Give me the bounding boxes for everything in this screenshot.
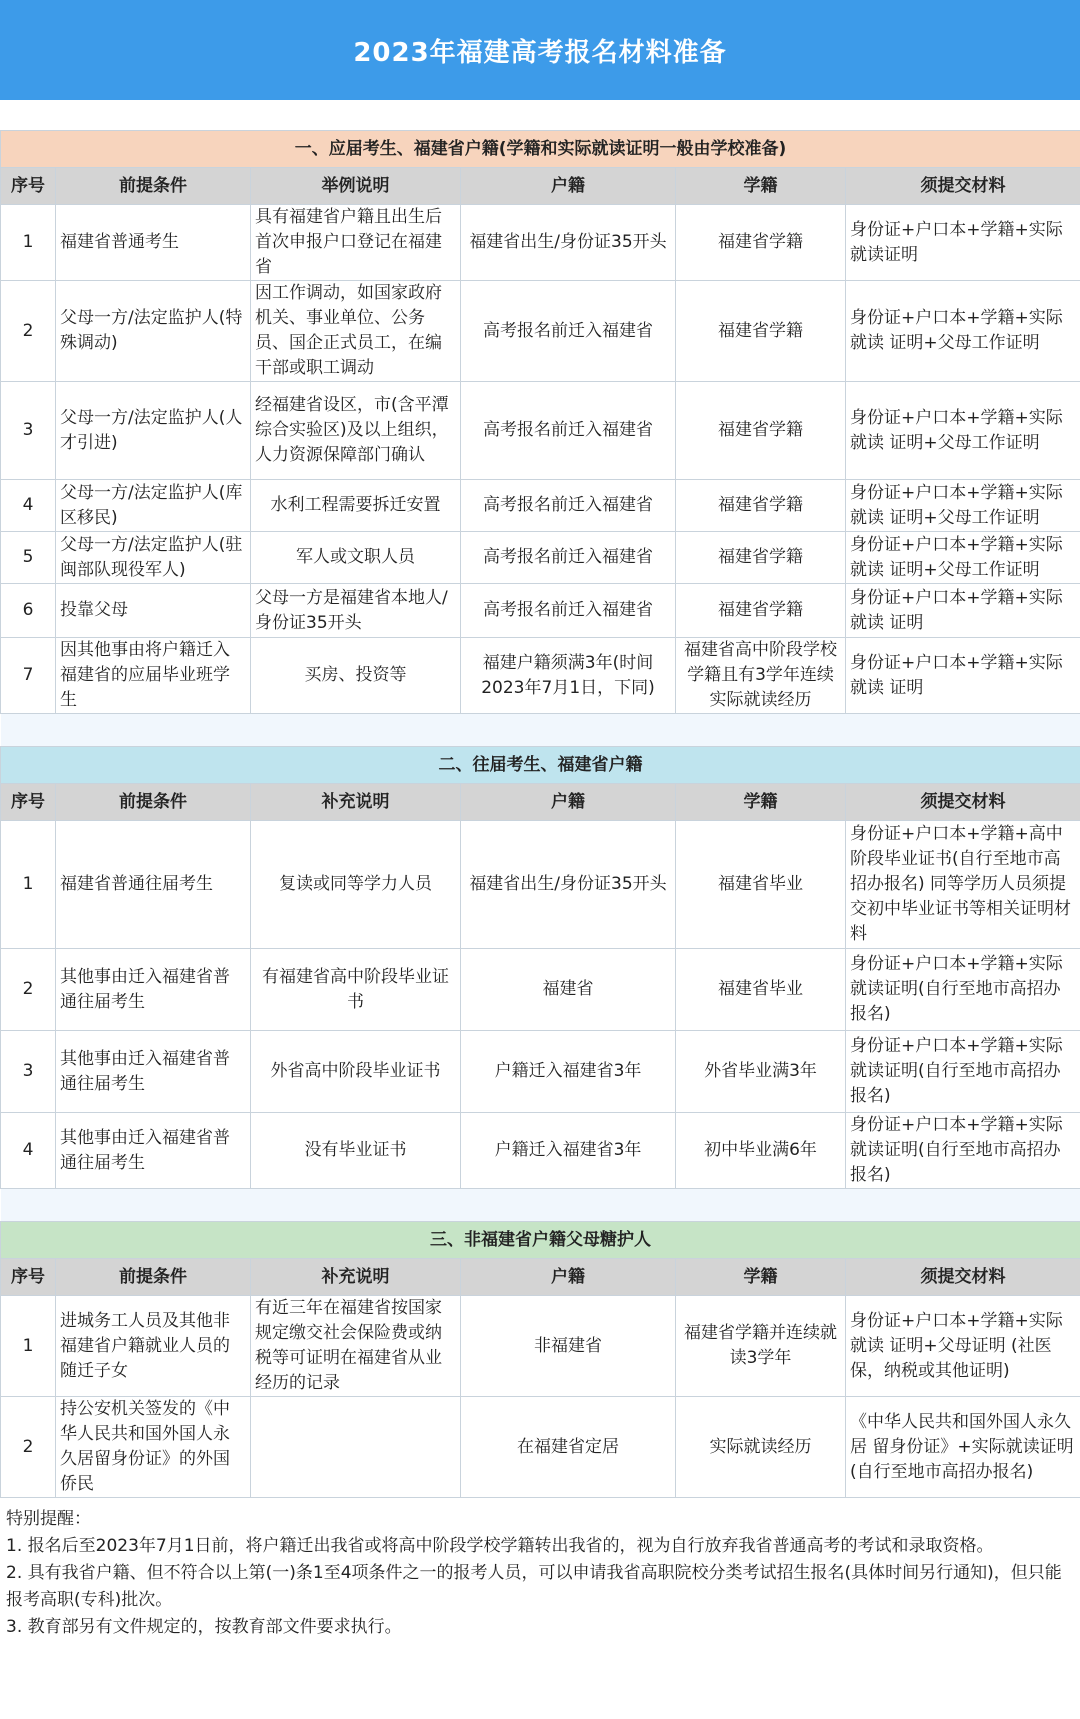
row-household: 福建户籍须满3年(时间2023年7月1日，下同) — [461, 638, 676, 714]
section-title: 一、应届考生、福建省户籍(学籍和实际就读证明一般由学校准备) — [1, 131, 1080, 168]
table-row — [1, 1397, 1080, 1498]
table-row — [1, 638, 1080, 714]
section-title-row — [1, 747, 1080, 784]
row-school-status: 福建省学籍 — [676, 281, 846, 382]
row-note: 有近三年在福建省按国家规定缴交社会保险费或纳税等可证明在福建省从业经历的记录 — [251, 1296, 461, 1397]
materials-table-body — [1, 131, 1080, 1498]
row-household: 非福建省 — [461, 1296, 676, 1397]
row-materials: 身份证+户口本+学籍+高中阶段毕业证书(自行至地市高招办报名) 同等学历人员须提交初中毕业证书等相关证明材料 — [846, 821, 1080, 949]
row-note: 因工作调动，如国家政府机关、事业单位、公务员、国企正式员工，在编干部或职工调动 — [251, 281, 461, 382]
table-row — [1, 480, 1080, 532]
column-header-row — [1, 1259, 1080, 1296]
section-title-row — [1, 131, 1080, 168]
column-header: 户籍 — [461, 784, 676, 821]
row-note: 复读或同等学力人员 — [251, 821, 461, 949]
note-item: 3. 教育部另有文件规定的，按教育部文件要求执行。 — [6, 1617, 402, 1637]
row-condition: 其他事由迁入福建省普通往届考生 — [56, 1113, 251, 1189]
column-header-row — [1, 784, 1080, 821]
row-materials: 身份证+户口本+学籍+实际就读 证明+父母工作证明 — [846, 532, 1080, 584]
table-row — [1, 205, 1080, 281]
row-note: 父母一方是福建省本地人/身份证35开头 — [251, 584, 461, 638]
row-household: 高考报名前迁入福建省 — [461, 584, 676, 638]
row-household: 户籍迁入福建省3年 — [461, 1031, 676, 1113]
row-note: 有福建省高中阶段毕业证书 — [251, 949, 461, 1031]
column-header: 学籍 — [676, 168, 846, 205]
row-household: 高考报名前迁入福建省 — [461, 281, 676, 382]
section-spacer — [1, 1189, 1080, 1222]
table-row — [1, 821, 1080, 949]
row-school-status: 福建省学籍 — [676, 205, 846, 281]
page-title: 2023年福建高考报名材料准备 — [353, 37, 727, 68]
row-index: 1 — [1, 821, 56, 949]
row-household: 福建省出生/身份证35开头 — [461, 821, 676, 949]
row-materials: 身份证+户口本+学籍+实际就读 证明+父母工作证明 — [846, 382, 1080, 480]
column-header: 学籍 — [676, 1259, 846, 1296]
row-condition: 持公安机关签发的《中华人民共和国外国人永久居留身份证》的外国侨民 — [56, 1397, 251, 1498]
row-school-status: 外省毕业满3年 — [676, 1031, 846, 1113]
table-row — [1, 281, 1080, 382]
column-header: 户籍 — [461, 168, 676, 205]
row-school-status: 初中毕业满6年 — [676, 1113, 846, 1189]
column-header: 前提条件 — [56, 1259, 251, 1296]
row-materials: 身份证+户口本+学籍+实际就读 证明+父母工作证明 — [846, 281, 1080, 382]
row-household: 户籍迁入福建省3年 — [461, 1113, 676, 1189]
row-note: 水利工程需要拆迁安置 — [251, 480, 461, 532]
column-header-row — [1, 168, 1080, 205]
section-title: 三、非福建省户籍父母糖护人 — [1, 1222, 1080, 1259]
row-materials: 《中华人民共和国外国人永久居 留身份证》+实际就读证明(自行至地市高招办报名) — [846, 1397, 1080, 1498]
row-school-status: 福建省毕业 — [676, 821, 846, 949]
row-materials: 身份证+户口本+学籍+实际就读 证明+父母工作证明 — [846, 480, 1080, 532]
row-index: 4 — [1, 1113, 56, 1189]
column-header: 须提交材料 — [846, 784, 1080, 821]
section-spacer-cell — [1, 714, 1080, 747]
row-index: 3 — [1, 1031, 56, 1113]
row-materials: 身份证+户口本+学籍+实际就读证明(自行至地市高招办报名) — [846, 1031, 1080, 1113]
row-note: 经福建省设区，市(含平潭综合实验区)及以上组织，人力资源保障部门确认 — [251, 382, 461, 480]
row-note: 没有毕业证书 — [251, 1113, 461, 1189]
column-header: 学籍 — [676, 784, 846, 821]
section-title-row — [1, 1222, 1080, 1259]
row-index: 6 — [1, 584, 56, 638]
note-item: 2. 具有我省户籍、但不符合以上第(一)条1至4项条件之一的报考人员，可以申请我省高职院校分类考试招生报名(具体时间另行通知)，但只能报考高职(专科)批次。 — [6, 1563, 1062, 1610]
column-header: 户籍 — [461, 1259, 676, 1296]
column-header: 前提条件 — [56, 784, 251, 821]
row-condition: 因其他事由将户籍迁入福建省的应届毕业班学生 — [56, 638, 251, 714]
row-condition: 其他事由迁入福建省普通往届考生 — [56, 1031, 251, 1113]
row-condition: 父母一方/法定监护人(特殊调动) — [56, 281, 251, 382]
row-condition: 父母一方/法定监护人(驻闽部队现役军人) — [56, 532, 251, 584]
column-header: 须提交材料 — [846, 1259, 1080, 1296]
table-row — [1, 949, 1080, 1031]
row-school-status: 福建省学籍并连续就读3学年 — [676, 1296, 846, 1397]
row-index: 4 — [1, 480, 56, 532]
row-note: 具有福建省户籍且出生后首次申报户口登记在福建省 — [251, 205, 461, 281]
table-row — [1, 584, 1080, 638]
row-condition: 其他事由迁入福建省普通往届考生 — [56, 949, 251, 1031]
column-header: 序号 — [1, 1259, 56, 1296]
row-condition: 福建省普通考生 — [56, 205, 251, 281]
column-header: 举例说明 — [251, 168, 461, 205]
section-spacer-cell — [1, 1189, 1080, 1222]
column-header: 补充说明 — [251, 1259, 461, 1296]
row-household: 高考报名前迁入福建省 — [461, 532, 676, 584]
row-materials: 身份证+户口本+学籍+实际就读证明(自行至地市高招办报名) — [846, 1113, 1080, 1189]
column-header: 序号 — [1, 168, 56, 205]
row-index: 3 — [1, 382, 56, 480]
row-household: 在福建省定居 — [461, 1397, 676, 1498]
row-school-status: 福建省学籍 — [676, 480, 846, 532]
row-materials: 身份证+户口本+学籍+实际就读证明(自行至地市高招办报名) — [846, 949, 1080, 1031]
page-header — [0, 0, 1080, 100]
row-condition: 父母一方/法定监护人(人才引进) — [56, 382, 251, 480]
materials-table — [0, 130, 1080, 1498]
table-row — [1, 532, 1080, 584]
row-condition: 投靠父母 — [56, 584, 251, 638]
row-household: 福建省出生/身份证35开头 — [461, 205, 676, 281]
row-materials: 身份证+户口本+学籍+实际就读 证明+父母证明 (社医保，纳税或其他证明) — [846, 1296, 1080, 1397]
table-row — [1, 382, 1080, 480]
row-materials: 身份证+户口本+学籍+实际就读证明 — [846, 205, 1080, 281]
notes-title: 特别提醒： — [6, 1509, 91, 1529]
table-row — [1, 1031, 1080, 1113]
row-index: 5 — [1, 532, 56, 584]
row-materials: 身份证+户口本+学籍+实际就读 证明 — [846, 638, 1080, 714]
column-header: 须提交材料 — [846, 168, 1080, 205]
notes-section — [0, 1498, 1080, 1641]
column-header: 序号 — [1, 784, 56, 821]
table-row — [1, 1296, 1080, 1397]
row-index: 1 — [1, 205, 56, 281]
row-condition: 父母一方/法定监护人(库区移民) — [56, 480, 251, 532]
row-note: 买房、投资等 — [251, 638, 461, 714]
row-household: 高考报名前迁入福建省 — [461, 382, 676, 480]
row-condition: 进城务工人员及其他非福建省户籍就业人员的随迁子女 — [56, 1296, 251, 1397]
column-header: 补充说明 — [251, 784, 461, 821]
row-materials: 身份证+户口本+学籍+实际就读 证明 — [846, 584, 1080, 638]
row-index: 7 — [1, 638, 56, 714]
row-school-status: 福建省高中阶段学校学籍且有3学年连续实际就读经历 — [676, 638, 846, 714]
table-row — [1, 1113, 1080, 1189]
section-title: 二、往届考生、福建省户籍 — [1, 747, 1080, 784]
row-note: 军人或文职人员 — [251, 532, 461, 584]
row-note — [251, 1397, 461, 1498]
row-household: 福建省 — [461, 949, 676, 1031]
row-school-status: 福建省学籍 — [676, 584, 846, 638]
row-index: 2 — [1, 281, 56, 382]
row-school-status: 实际就读经历 — [676, 1397, 846, 1498]
row-school-status: 福建省学籍 — [676, 532, 846, 584]
note-item: 1. 报名后至2023年7月1日前，将户籍迁出我省或将高中阶段学校学籍转出我省的，视为自行放弃我省普通高考的考试和录取资格。 — [6, 1536, 994, 1556]
row-index: 1 — [1, 1296, 56, 1397]
row-note: 外省高中阶段毕业证书 — [251, 1031, 461, 1113]
section-spacer — [1, 714, 1080, 747]
column-header: 前提条件 — [56, 168, 251, 205]
row-household: 高考报名前迁入福建省 — [461, 480, 676, 532]
row-condition: 福建省普通往届考生 — [56, 821, 251, 949]
header-gap — [0, 100, 1080, 130]
row-index: 2 — [1, 949, 56, 1031]
row-school-status: 福建省学籍 — [676, 382, 846, 480]
row-index: 2 — [1, 1397, 56, 1498]
row-school-status: 福建省毕业 — [676, 949, 846, 1031]
